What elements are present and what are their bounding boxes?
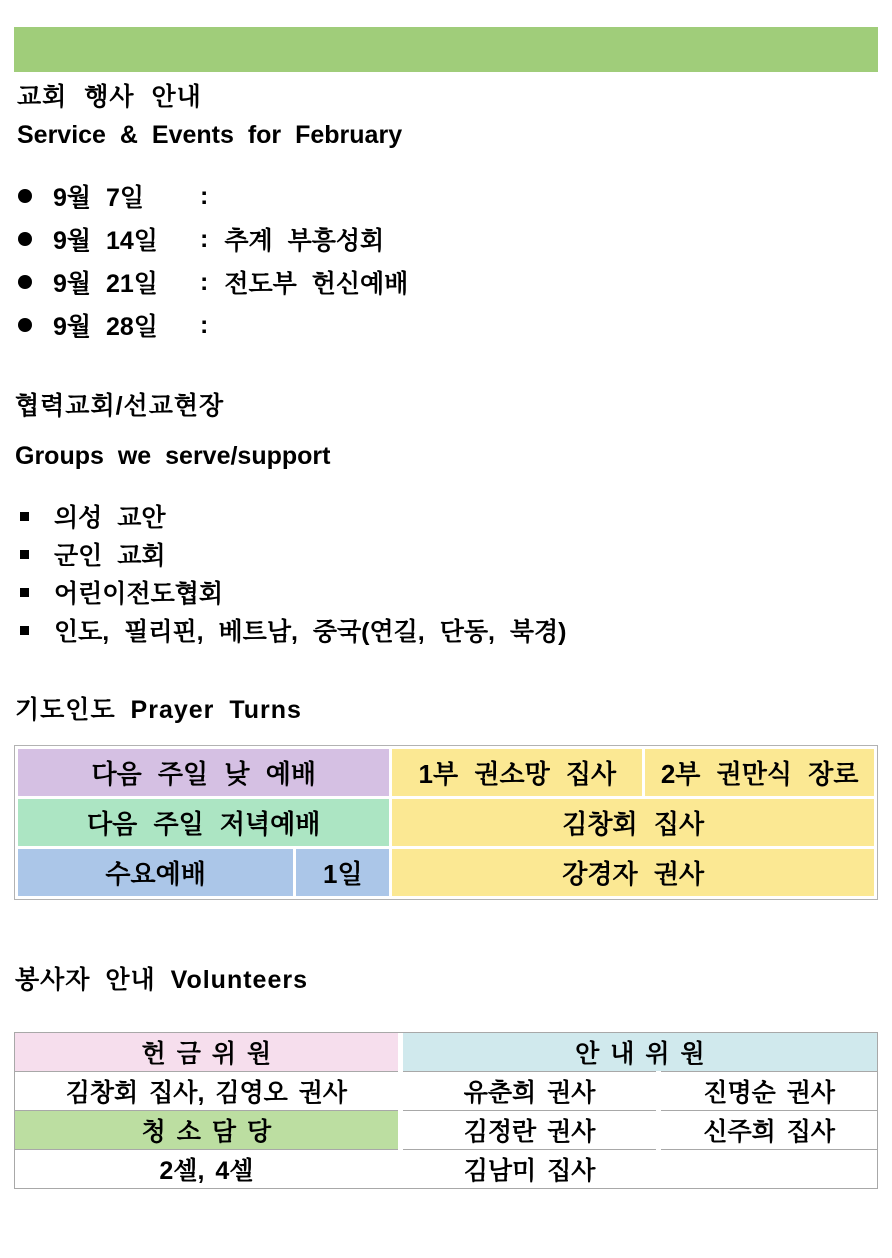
table-cell-offering-committee-header: 헌 금 위 원 — [15, 1033, 400, 1072]
volunteers-table — [15, 1033, 877, 1188]
table-cell-empty — [659, 1150, 877, 1189]
list-item — [18, 224, 878, 254]
prayer-turns-heading: 기도인도 Prayer Turns — [15, 696, 302, 724]
header-accent-bar — [14, 27, 878, 72]
table-row — [15, 1033, 877, 1072]
list-item — [18, 310, 878, 340]
table-cell-cleaning-groups: 2셀, 4셀 — [15, 1150, 400, 1189]
groups-title-block — [15, 389, 878, 473]
table-row — [18, 849, 874, 896]
event-date: 9월 28일 — [53, 313, 158, 341]
list-item — [20, 501, 878, 531]
table-cell-usher-name-1: 유춘희 권사 — [400, 1072, 659, 1111]
event-date: 9월 21일 — [53, 270, 158, 298]
table-cell-usher-name-3: 김정란 권사 — [400, 1111, 659, 1150]
table-row — [15, 1072, 877, 1111]
table-cell-wednesday-date: 1일 — [296, 849, 389, 896]
table-row — [18, 799, 874, 846]
groups-title-english: Groups we serve/support — [15, 442, 331, 470]
bullet-square-icon — [20, 626, 29, 635]
volunteers-table-border — [14, 1032, 878, 1189]
event-desc: 추계 부흥성회 — [224, 227, 385, 255]
event-desc: 전도부 헌신예배 — [224, 270, 409, 298]
table-cell-first-service-leader: 1부 권소망 집사 — [392, 749, 642, 796]
event-colon: : — [200, 267, 209, 296]
table-cell-wednesday-service: 수요예배 — [18, 849, 293, 896]
bullet-circle-icon — [18, 189, 32, 203]
bullet-square-icon — [20, 512, 29, 521]
groups-list — [20, 501, 878, 645]
table-cell-second-service-leader: 2부 권만식 장로 — [645, 749, 874, 796]
groups-title-korean: 협력교회/선교현장 — [15, 392, 225, 420]
table-cell-next-sunday-evening-service: 다음 주일 저녁예배 — [18, 799, 389, 846]
table-row — [15, 1111, 877, 1150]
group-label: 군인 교회 — [54, 542, 166, 570]
table-cell-usher-name-2: 진명순 권사 — [659, 1072, 877, 1111]
list-item — [18, 267, 878, 297]
table-cell-next-sunday-day-service: 다음 주일 낮 예배 — [18, 749, 389, 796]
table-cell-usher-name-5: 김남미 집사 — [400, 1150, 659, 1189]
bullet-circle-icon — [18, 275, 32, 289]
bullet-square-icon — [20, 588, 29, 597]
group-label: 의성 교안 — [54, 504, 166, 532]
event-date: 9월 14일 — [53, 227, 158, 255]
list-item — [20, 539, 878, 569]
events-title-english: Service & Events for February — [17, 121, 403, 149]
table-cell-cleaning-duty-header: 청 소 담 당 — [15, 1111, 400, 1150]
table-cell-evening-service-leader: 김창회 집사 — [392, 799, 874, 846]
table-cell-offering-names: 김창회 집사, 김영오 권사 — [15, 1072, 400, 1111]
prayer-turns-table — [14, 745, 878, 900]
events-title-block — [17, 79, 878, 154]
list-item — [20, 615, 878, 645]
table-row — [15, 1150, 877, 1189]
volunteers-heading: 봉사자 안내 Volunteers — [15, 966, 308, 994]
list-item — [20, 577, 878, 607]
list-item — [18, 181, 878, 211]
bullet-circle-icon — [18, 318, 32, 332]
bullet-square-icon — [20, 550, 29, 559]
event-colon: : — [200, 310, 209, 339]
table-cell-usher-name-4: 신주희 집사 — [659, 1111, 877, 1150]
events-title-korean: 교회 행사 안내 — [17, 83, 202, 111]
bullet-circle-icon — [18, 232, 32, 246]
event-date: 9월 7일 — [53, 184, 145, 212]
group-label: 어린이전도협회 — [54, 580, 224, 608]
table-cell-ushers-header: 안 내 위 원 — [400, 1033, 877, 1072]
event-colon: : — [200, 224, 209, 253]
event-colon: : — [200, 181, 209, 210]
table-cell-wednesday-leader: 강경자 권사 — [392, 849, 874, 896]
group-label: 인도, 필리핀, 베트남, 중국(연길, 단동, 북경) — [54, 618, 567, 646]
events-list — [18, 181, 878, 340]
table-row — [18, 749, 874, 796]
